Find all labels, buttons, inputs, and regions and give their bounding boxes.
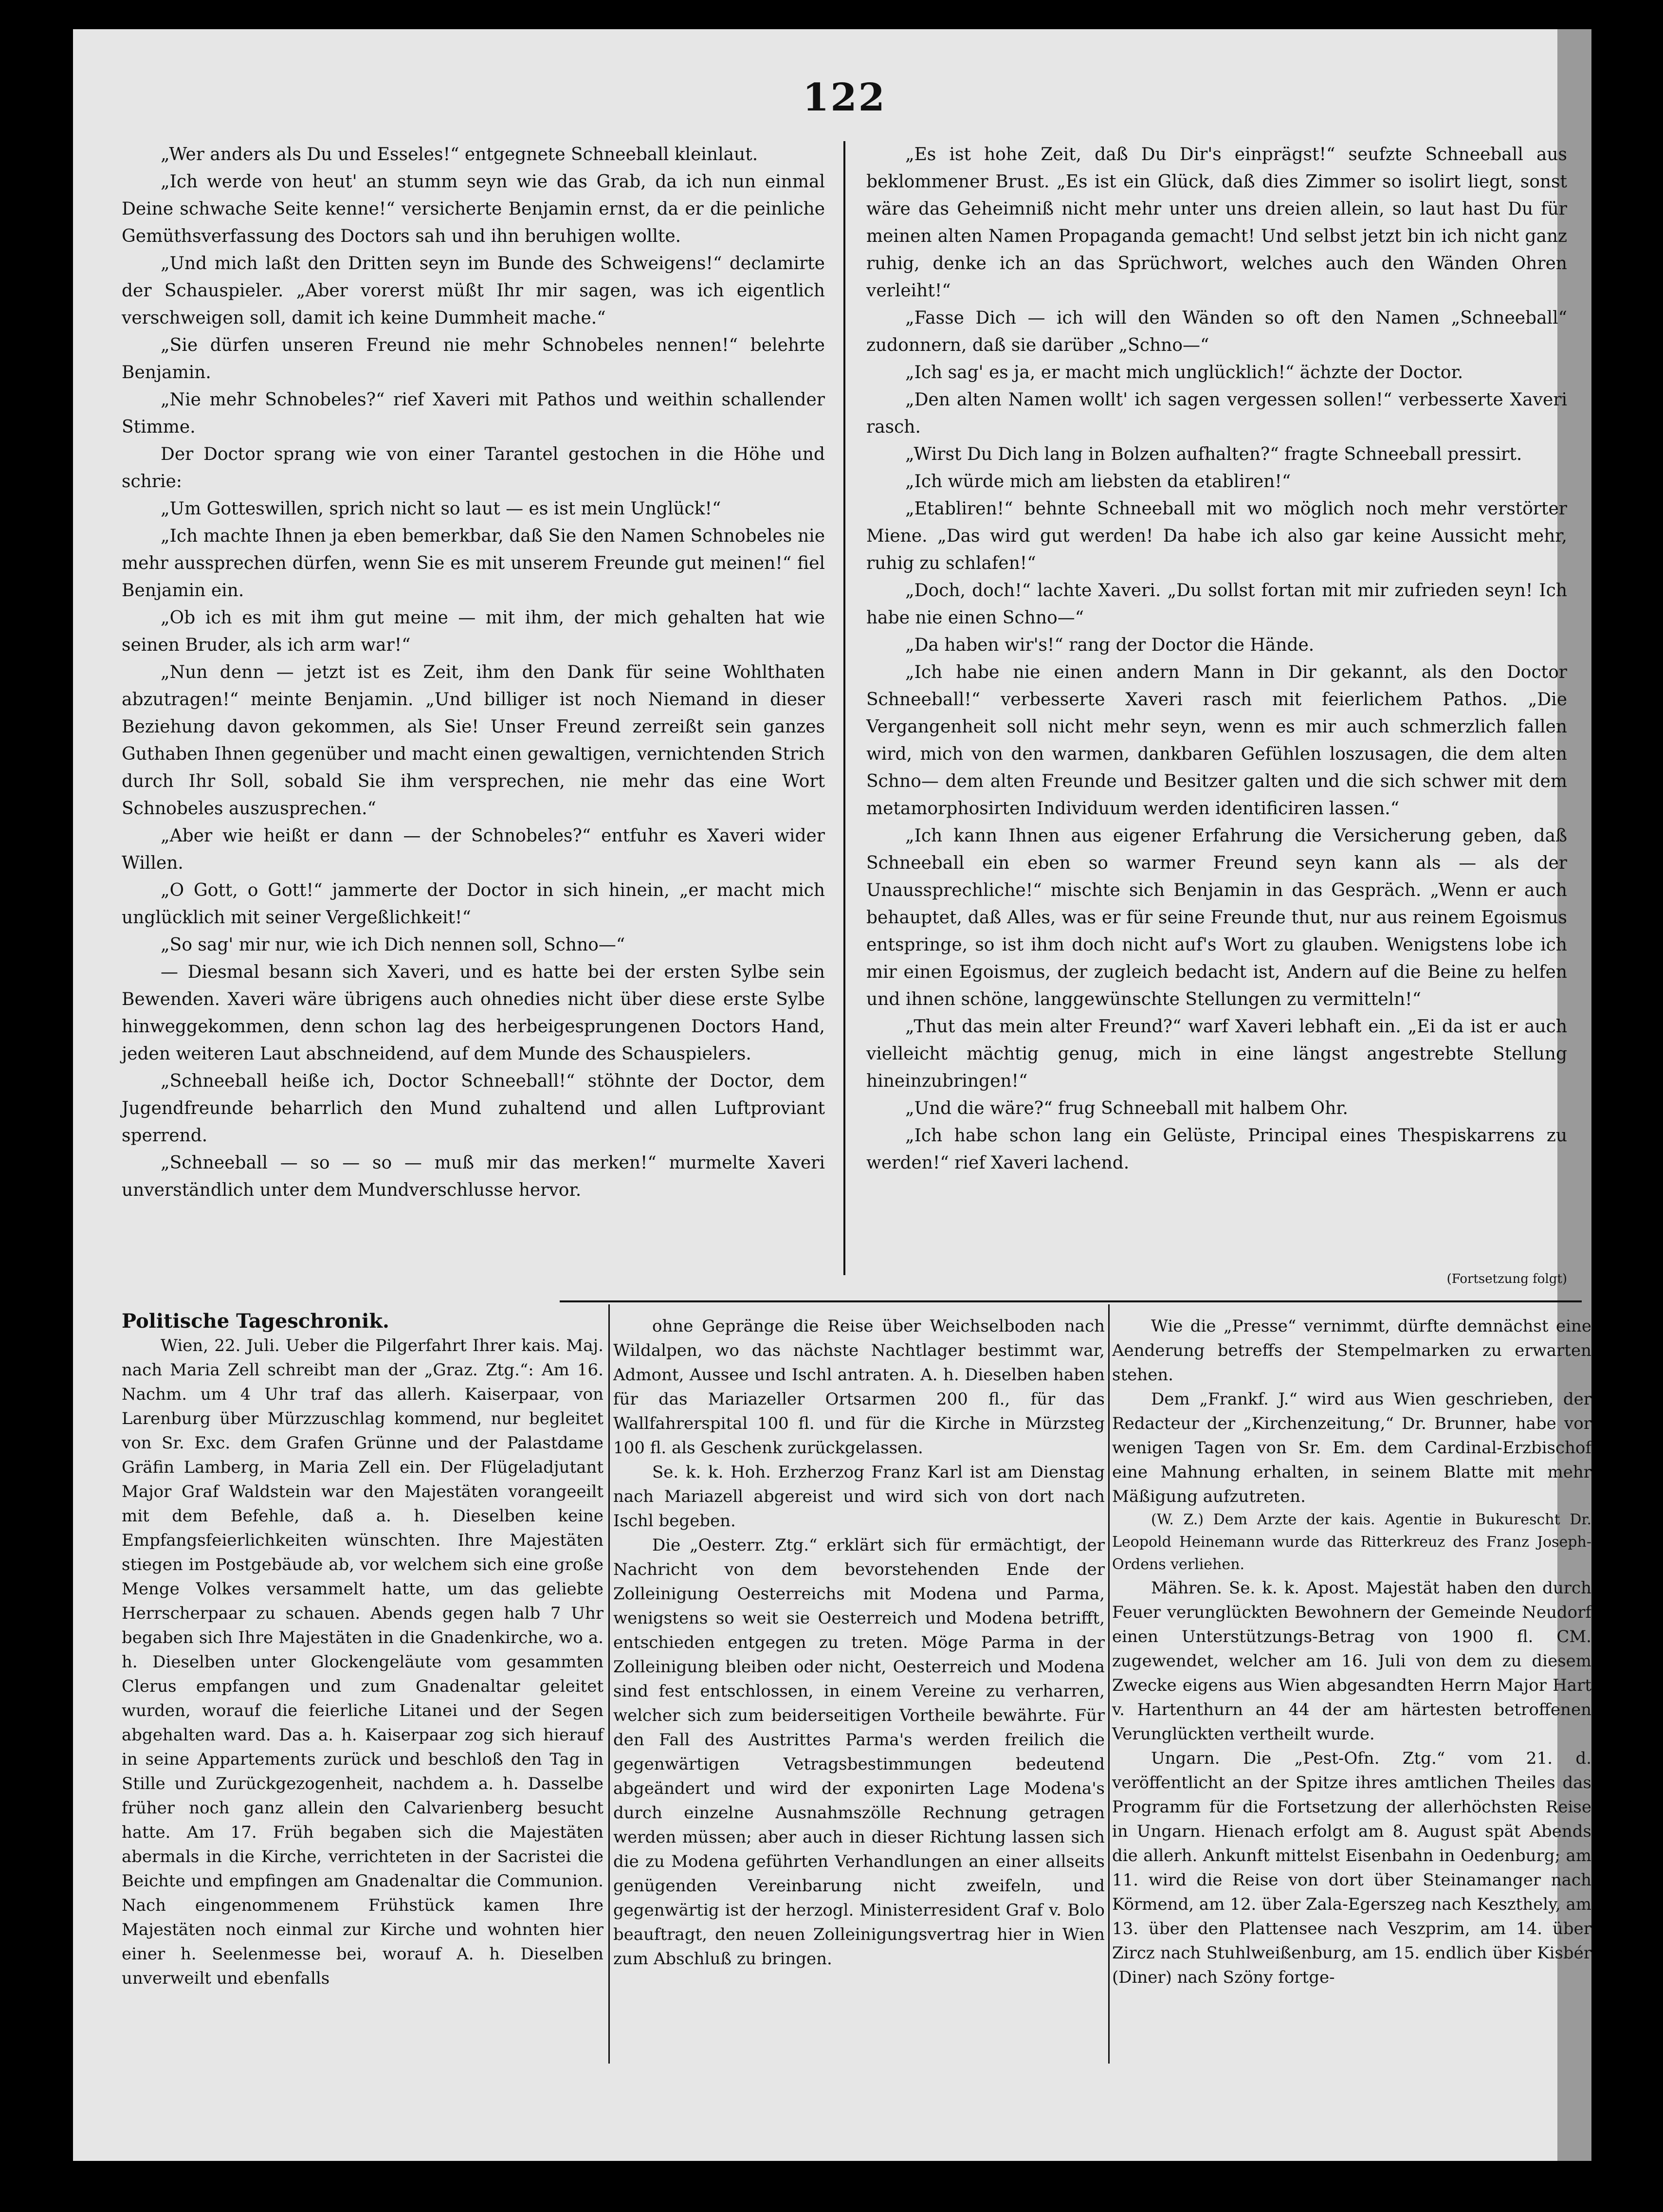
paragraph: „Es ist hohe Zeit, daß Du Dir's einprägst!“ seufzte Schneeball aus beklommener Brust. „Es ist ein Glück, daß dies Zimmer so isolirt liegt, sonst wäre das Geheimniß nicht mehr unter uns dreien allein, so laut hast Du für meinen alten Namen Propaganda gemacht! Und selbst jetzt bin ich nicht ganz ruhig, denke ich an das Sprüchwort, welches auch den Wänden Ohren verleiht!“ [866,145,1567,301]
paragraph: „Da haben wir's!“ rang der Doctor die Hände. [905,635,1315,655]
chronicle-column-3 [1112,1314,1591,1990]
left-column [122,141,825,1204]
chronicle-column-1 [122,1309,603,1991]
paragraph: „Doch, doch!“ lachte Xaveri. „Du sollst fortan mit mir zufrieden seyn! Ich habe nie einen Schno—“ [866,581,1567,628]
paragraph: „Fasse Dich — ich will den Wänden so oft den Namen „Schneeball“ zudonnern, daß sie darüber „Schno—“ [866,308,1567,355]
paragraph: Se. k. k. Hoh. Erzherzog Franz Karl ist am Dienstag nach Mariazell abgereist und wird sich von dort nach Ischl begeben. [613,1462,1105,1531]
page-number: 122 [803,75,886,120]
paragraph: „Nie mehr Schnobeles?“ rief Xaveri mit Pathos und weithin schallender Stimme. [122,390,825,437]
paragraph: „Schneeball — so — so — muß mir das merken!“ murmelte Xaveri unverständlich unter dem Mundverschlusse hervor. [122,1153,825,1200]
paragraph: „Aber wie heißt er dann — der Schnobeles?“ entfuhr es Xaveri wider Willen. [122,826,825,873]
paragraph: „Wer anders als Du und Esseles!“ entgegnete Schneeball kleinlaut. [161,145,758,165]
paragraph: „Um Gotteswillen, sprich nicht so laut — es ist mein Unglück!“ [161,499,721,519]
chronicle-column-2 [613,1314,1105,1971]
paragraph: Wie die „Presse“ vernimmt, dürfte demnächst eine Aenderung betreffs der Stempelmarken zu erwarten stehen. [1112,1316,1591,1385]
continuation-text: (Fortsetzung folgt) [1446,1272,1567,1286]
paragraph: Dem „Frankf. J.“ wird aus Wien geschrieben, der Redacteur der „Kirchenzeitung,“ Dr. Brunner, habe vor wenigen Tagen von Sr. Em. dem Cardinal-Erzbischof eine Mahnung erhalten, in seinem Blatte mit mehr Mäßigung aufzutreten. [1112,1389,1591,1506]
paragraph: „Ich kann Ihnen aus eigener Erfahrung die Versicherung geben, daß Schneeball ein eben so warmer Freund seyn kann als — als der Unaussprechliche!“ mischte sich Benjamin in das Gespräch. „Wenn er auch behauptet, daß Alles, was er für seine Freunde thut, nur aus reinem Egoismus entspringe, so ist ihm doch nicht auf's Wort zu glauben. Wenigstens lobe ich mir einen Egoismus, der zugleich bedacht ist, Andern auf die Beine zu helfen und ihnen schöne, langgewünschte Stellungen zu vermitteln!“ [866,826,1567,1009]
paragraph: „Schneeball heiße ich, Doctor Schneeball!“ stöhnte der Doctor, dem Jugendfreunde beharrlich den Mund zuhaltend und allen Luftproviant sperrend. [122,1071,825,1146]
paragraph: „O Gott, o Gott!“ jammerte der Doctor in sich hinein, „er macht mich unglücklich mit seiner Vergeßlichkeit!“ [122,880,825,928]
paragraph: (W. Z.) Dem Arzte der kais. Agentie in Bukurescht Dr. Leopold Heinemann wurde das Ritterkreuz des Franz Joseph-Ordens verliehen. [1112,1511,1591,1573]
paragraph: Mähren. Se. k. k. Apost. Majestät haben den durch Feuer verunglückten Bewohnern der Gemeinde Neudorf einen Unterstützungs-Betrag von 1900 fl. CM. zugewendet, welcher am 16. Juli von dem zu diesem Zwecke eigens aus Wien abgesandten Herrn Major Hart v. Hartenthurn an 44 der am härtesten betroffenen Verunglückten vertheilt wurde. [1112,1578,1591,1744]
paragraph: Die „Oesterr. Ztg.“ erklärt sich für ermächtigt, der Nachricht von dem bevorstehenden Ende der Zolleinigung Oesterreichs mit Modena und Parma, wenigstens so weit sie Oesterreich und Modena betrifft, entschieden entgegen zu treten. Möge Parma in der Zolleinigung bleiben oder nicht, Oesterreich und Modena sind fest entschlossen, in einem Vereine zu verharren, welcher sich zum beiderseitigen Vortheile bewährte. Für den Fall des Austrittes Parma's werden freilich die gegenwärtigen Vetragsbestimmungen bedeutend abgeändert und wird der exponirten Lage Modena's durch einzelne Ausnahmszölle Rechnung getragen werden müssen; aber auch in dieser Richtung lassen sich die zu Modena geführten Verhandlungen an einer allseits genügenden Vereinbarung nicht zweifeln, und gegenwärtig ist der herzogl. Ministerresident Graf v. Bolo beauftragt, den neuen Zolleinigungsvertrag hier in Wien zum Abschluß zu bringen. [613,1536,1105,1969]
paragraph: „Sie dürfen unseren Freund nie mehr Schnobeles nennen!“ belehrte Benjamin. [122,335,825,383]
paragraph: „Nun denn — jetzt ist es Zeit, ihm den Dank für seine Wohlthaten abzutragen!“ meinte Benjamin. „Und billiger ist noch Niemand in dieser Beziehung davon gekommen, als Sie! Unser Freund zerreißt sein ganzes Guthaben Ihnen gegenüber und macht einen gewaltigen, vernichtenden Strich durch Ihr Soll, sobald Sie ihm versprechen, nie mehr das eine Wort Schnobeles auszusprechen.“ [122,662,825,819]
column-divider [1108,1304,1110,2064]
paragraph: „Ich machte Ihnen ja eben bemerkbar, daß Sie den Namen Schnobeles nie mehr aussprechen dürfen, wenn Sie es mit unserem Freunde gut meinen!“ fiel Benjamin ein. [122,526,825,601]
paragraph: ohne Gepränge die Reise über Weichselboden nach Wildalpen, wo das nächste Nachtlager bestimmt war, Admont, Aussee und Ischl antraten. A. h. Dieselben haben für das Mariazeller Ortsarmen 200 fl., für das Wallfahrerspital 100 fl. und für die Kirche in Mürzsteg 100 fl. als Geschenk zurückgelassen. [613,1316,1105,1458]
paragraph: „Ob ich es mit ihm gut meine — mit ihm, der mich gehalten hat wie seinen Bruder, als ich arm war!“ [122,608,825,655]
newspaper-page [73,29,1591,2161]
paragraph: „Thut das mein alter Freund?“ warf Xaveri lebhaft ein. „Ei da ist er auch vielleicht mächtig genug, mich in eine längst angestrebte Stellung hineinzubringen!“ [866,1017,1567,1091]
paragraph: „Den alten Namen wollt' ich sagen vergessen sollen!“ verbesserte Xaveri rasch. [866,390,1567,437]
paragraph: „Ich habe schon lang ein Gelüste, Principal eines Thespiskarrens zu werden!“ rief Xaveri lachend. [866,1126,1567,1173]
paragraph: „So sag' mir nur, wie ich Dich nennen soll, Schno—“ [161,935,625,955]
paragraph: Wien, 22. Juli. Ueber die Pilgerfahrt Ihrer kais. Maj. nach Maria Zell schreibt man der „Graz. Ztg.“: Am 16. Nachm. um 4 Uhr traf das allerh. Kaiserpaar, von Larenburg über Mürzzuschlag kommend, nur begleitet von Sr. Exc. dem Grafen Grünne und der Palastdame Gräfin Lamberg, in Maria Zell ein. Der Flügeladjutant Major Graf Waldstein war den Majestäten vorangeeilt mit dem Befehle, daß a. h. Dieselben keine Empfangsfeierlichkeiten wünschten. Ihre Majestäten stiegen im Postgebäude ab, vor welchem sich eine große Menge Volkes versammelt hatte, um das geliebte Herrscherpaar zu schauen. Abends gegen halb 7 Uhr begaben sich Ihre Majestäten in die Gnadenkirche, wo a. h. Dieselben unter Glockengeläute vom gesammten Clerus empfangen und zum Gnadenaltar geleitet wurden, worauf die feierliche Litanei und der Segen abgehalten ward. Das a. h. Kaiserpaar zog sich hierauf in seine Appartements zurück und beschloß den Tag in Stille und Zurückgezogenheit, nachdem a. h. Dasselbe früher noch ganz allein den Calvarienberg besucht hatte. Am 17. Früh begaben sich die Majestäten abermals in die Kirche, verrichteten in der Sacristei die Beichte und empfingen am Gnadenaltar die Communion. Nach eingenommenem Frühstück kamen Ihre Majestäten noch einmal zur Kirche und wohnten hier einer h. Seelenmesse bei, worauf A. h. Dieselben unverweilt und ebenfalls [122,1336,603,1988]
right-column [866,141,1567,1177]
section-divider [560,1300,1582,1302]
column-divider [843,141,845,1275]
paragraph: „Ich würde mich am liebsten da etabliren!“ [905,472,1291,492]
paragraph: „Ich werde von heut' an stumm seyn wie das Grab, da ich nun einmal Deine schwache Seite kenne!“ versicherte Benjamin ernst, da er die peinliche Gemüthsverfassung des Doctors sah und ihn beruhigen wollte. [122,172,825,246]
paragraph: Ungarn. Die „Pest-Ofn. Ztg.“ vom 21. d. veröffentlicht an der Spitze ihres amtlichen Theiles das Programm für die Fortsetzung der allerhöchsten Reise in Ungarn. Hienach erfolgt am 8. August spät Abends die allerh. Ankunft mittelst Eisenbahn in Oedenburg; am 11. wird die Reise von dort über Steinamanger nach Körmend, am 12. über Zala-Egerszeg nach Keszthely, am 13. über den Plattensee nach Veszprim, am 14. über Zircz nach Stuhlweißenburg, am 15. endlich über Kisbér (Diner) nach Szöny fortge- [1112,1749,1591,1987]
paragraph: — Diesmal besann sich Xaveri, und es hatte bei der ersten Sylbe sein Bewenden. Xaveri wäre übrigens auch ohnedies nicht über diese erste Sylbe hinweggekommen, denn schon lag des herbeigesprungenen Doctors Hand, jeden weiteren Laut abschneidend, auf dem Munde des Schauspielers. [122,962,825,1064]
column-divider [608,1304,610,2064]
paragraph: „Und mich laßt den Dritten seyn im Bunde des Schweigens!“ declamirte der Schauspieler. „Aber vorerst müßt Ihr mir sagen, was ich eigentlich verschweigen soll, damit ich keine Dummheit mache.“ [122,254,825,328]
continuation-note [866,1265,1567,1295]
paragraph: „Und die wäre?“ frug Schneeball mit halbem Ohr. [905,1098,1348,1118]
paragraph: „Wirst Du Dich lang in Bolzen aufhalten?“ fragte Schneeball pressirt. [905,444,1522,464]
paragraph: „Ich habe nie einen andern Mann in Dir gekannt, als den Doctor Schneeball!“ verbesserte Xaveri rasch mit feierlichem Pathos. „Die Vergangenheit soll nicht mehr seyn, wenn es mir auch schmerzlich fallen wird, mich von den warmen, dankbaren Gefühlen loszusagen, die dem alten Schno— dem alten Freunde und Besitzer galten und die sich schwer mit dem metamorphosirten Individuum werden identificiren lassen.“ [866,662,1567,819]
paragraph: „Etabliren!“ behnte Schneeball mit wo möglich noch mehr verstörter Miene. „Das wird gut werden! Da habe ich also gar keine Aussicht mehr, ruhig zu schlafen!“ [866,499,1567,573]
paragraph: „Ich sag' es ja, er macht mich unglücklich!“ ächzte der Doctor. [905,363,1463,383]
paragraph: Der Doctor sprang wie von einer Tarantel gestochen in die Höhe und schrie: [122,444,825,492]
chronicle-heading: Politische Tageschronik. [122,1310,389,1333]
